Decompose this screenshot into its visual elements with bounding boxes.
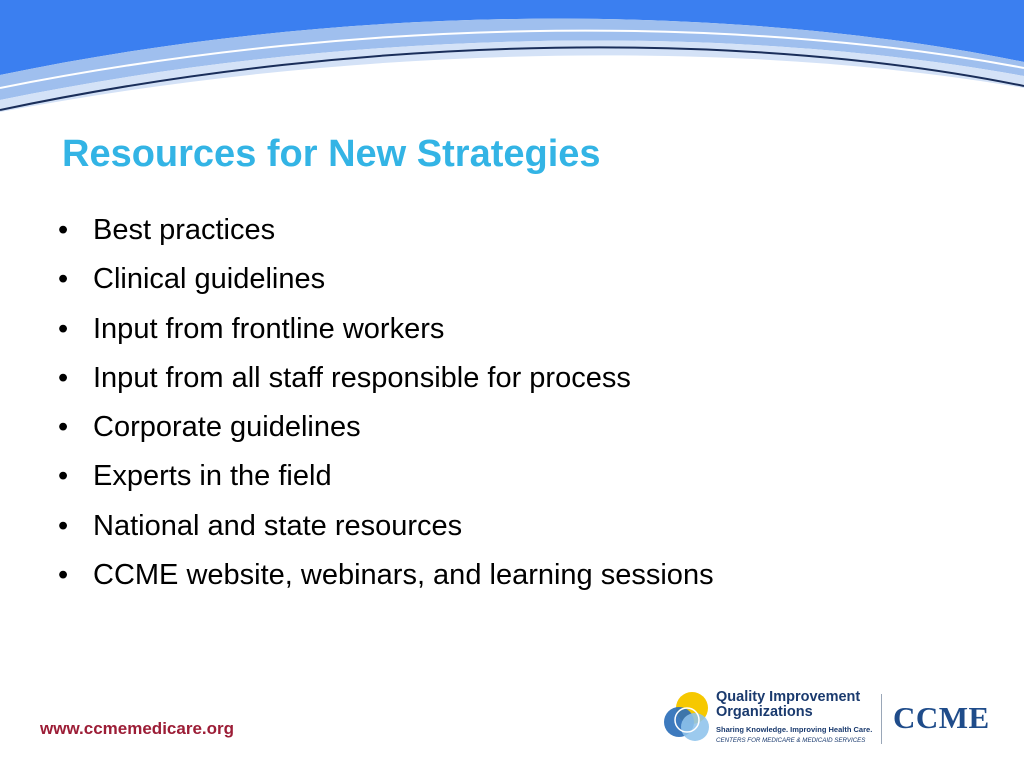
qio-name-line2: Organizations: [716, 704, 813, 720]
header-wave-decoration: [0, 0, 1024, 125]
bullet-dot: •: [58, 312, 69, 345]
bullet-list: [58, 206, 714, 600]
qio-tagline: Sharing Knowledge. Improving Health Care.: [716, 725, 873, 734]
bullet-text: Experts in the field: [93, 460, 332, 493]
bullet-item: [58, 452, 714, 501]
bullet-item: [58, 206, 714, 255]
bullet-text: Best practices: [93, 214, 276, 246]
bullet-text: Input from all staff responsible for process: [93, 361, 631, 394]
slide-title: Resources for New Strategies: [62, 133, 601, 175]
logo-divider: [881, 694, 882, 744]
bullet-dot: •: [58, 214, 69, 246]
bullet-item: [58, 502, 714, 551]
qio-name-line1: Quality Improvement: [716, 689, 861, 705]
bullet-dot: •: [58, 460, 69, 493]
bullet-dot: •: [58, 361, 69, 394]
qio-subtitle: CENTERS FOR MEDICARE & MEDICAID SERVICES: [716, 737, 866, 744]
bullet-text: Input from frontline workers: [93, 312, 445, 345]
qio-logo-icon: [660, 689, 714, 745]
bullet-item: [58, 551, 714, 600]
bullet-dot: •: [58, 411, 69, 444]
bullet-text: National and state resources: [93, 509, 463, 542]
bullet-dot: •: [58, 509, 69, 542]
footer-url-link[interactable]: www.ccmemedicare.org: [40, 719, 235, 738]
ccme-logo: CCME: [893, 700, 990, 735]
bullet-item: [58, 255, 714, 304]
bullet-dot: •: [58, 559, 69, 592]
qio-logo-name: [716, 690, 860, 720]
bullet-text: Clinical guidelines: [93, 263, 326, 296]
bullet-item: [58, 403, 714, 452]
bullet-item: [58, 305, 714, 354]
bullet-text: CCME website, webinars, and learning sessions: [93, 559, 714, 592]
bullet-item: [58, 354, 714, 403]
bullet-dot: •: [58, 263, 69, 296]
bullet-text: Corporate guidelines: [93, 411, 361, 444]
